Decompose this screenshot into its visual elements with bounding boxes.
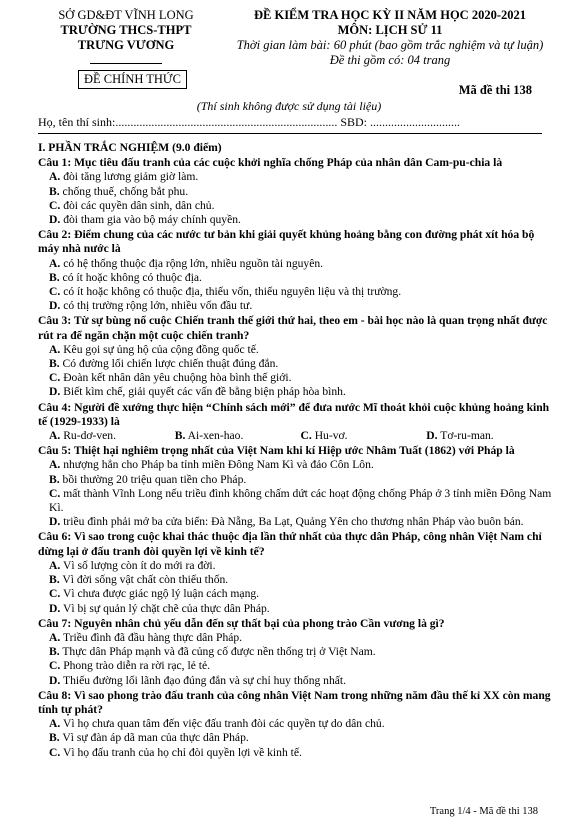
- question-5: [38, 444, 552, 458]
- header-underline: [90, 63, 162, 64]
- option-2b: B. có ít hoặc không có thuộc địa.: [49, 270, 202, 284]
- option-5b: B. bồi thường 20 triệu quan tiền cho Pháp.: [49, 472, 247, 486]
- question-label: Câu 7:: [38, 616, 72, 630]
- school-name-line1: TRƯỜNG THCS-THPT: [60, 23, 192, 37]
- option-8b: B. Vì sự đàn áp dã man của thực dân Pháp.: [49, 731, 249, 745]
- option-7a: A. Triều đình đã đầu hàng thực dân Pháp.: [49, 630, 243, 644]
- exam-time: Thời gian làm bài: 60 phút (bao gồm trắc nghiệm và tự luận): [236, 38, 544, 52]
- option-6b: B. Vì đời sống vật chất còn thiếu thốn.: [49, 573, 229, 587]
- question-label: Câu 4:: [38, 400, 72, 414]
- official-badge: ĐỀ CHÍNH THỨC: [78, 70, 187, 89]
- option-2d: D. có thị trường rộng lớn, nhiều vốn đầu tư.: [49, 299, 253, 313]
- question-4: [38, 401, 552, 429]
- option-2a: A. có hệ thống thuộc địa rộng lớn, nhiều nguồn tài nguyên.: [49, 256, 324, 270]
- option-1d: D. đòi tham gia vào bộ máy chính quyền.: [49, 213, 241, 227]
- option-4d: D. Tơ-ru-man.: [426, 429, 494, 443]
- option-2c: C. có ít hoặc không có thuộc địa, thiếu vốn, thiếu nguyên liệu và thị trường.: [49, 285, 402, 299]
- question-text: Nguyên nhân chủ yếu dẫn đến sự thất bại của phong trào Cần vương là gì?: [71, 616, 445, 630]
- subject: MÔN: LỊCH SỬ 11: [337, 23, 443, 37]
- question-3: [38, 314, 552, 342]
- question-7: [38, 617, 552, 631]
- option-1b: B. chống thuế, chống bắt phu.: [49, 184, 189, 198]
- department-name: SỞ GD&ĐT VĨNH LONG: [58, 8, 194, 22]
- option-3c: C. Đoàn kết nhân dân yêu chuộng hòa bình thế giới.: [49, 371, 292, 385]
- question-label: Câu 2:: [38, 228, 72, 242]
- option-7d: D. Thiếu đường lối lãnh đạo đúng đắn và sự chỉ huy thống nhất.: [49, 673, 347, 687]
- school-name-line2: TRƯNG VƯƠNG: [77, 38, 175, 52]
- option-6d: D. Vì bị sự quản lý chặt chẽ của thực dân Pháp.: [49, 601, 270, 615]
- exam-title: ĐỀ KIỂM TRA HỌC KỲ II NĂM HỌC 2020-2021: [253, 8, 526, 22]
- option-6a: A. Vì số lượng còn ít do mới ra đời.: [49, 558, 216, 572]
- exam-pages: Đề thi gồm có: 04 trang: [329, 53, 451, 67]
- option-5d: D. triều đình phải mở ba cửa biển: Đà Nẵng, Ba Lạt, Quảng Yên cho thương nhân Pháp vào buôn bán.: [49, 515, 524, 529]
- header-left: [40, 8, 212, 68]
- option-1a: A. đòi tăng lương giảm giờ làm.: [49, 170, 199, 184]
- question-text: Vì sao trong cuộc khai thác thuộc địa lần thứ nhất của thực dân Pháp, công nhân Việt Nam chỉ dừng lại ở đấu tranh đòi quyền lợi về kinh tế?: [38, 530, 542, 558]
- option-4b: B. Ai-xen-hao.: [174, 429, 244, 443]
- option-8c: C. Vì họ đấu tranh của họ chỉ đòi quyền lợi về kinh tế.: [49, 745, 302, 759]
- question-label: Câu 6:: [38, 530, 72, 544]
- exam-code: Mã đề thi 138: [458, 83, 532, 97]
- question-text: Mục tiêu đấu tranh của các cuộc khởi nghĩa chống Pháp của nhân dân Cam-pu-chia là: [71, 156, 503, 170]
- option-6c: C. Vì chưa được giác ngộ lý luận cách mạng.: [49, 587, 260, 601]
- option-3d: D. Biết kìm chế, giải quyết các vấn đề bằng biện pháp hòa bình.: [49, 385, 346, 399]
- question-text: Thiệt hại nghiêm trọng nhất của Việt Nam khi kí Hiệp ước Nhâm Tuất (1862) với Pháp là: [71, 444, 515, 458]
- question-text: Từ sự bùng nổ cuộc Chiến tranh thế giới thứ hai, theo em - bài học nào là quan trọng nhất được rút ra để ngăn chặn một cuộc chiến tranh?: [38, 314, 548, 342]
- question-1: [38, 156, 552, 170]
- student-info-line: Họ, tên thí sinh:.......................................................................... SBD: ..............................: [38, 115, 461, 129]
- exam-note: (Thí sinh không được sử dụng tài liệu): [196, 99, 382, 113]
- question-label: Câu 8:: [38, 688, 72, 702]
- exam-content: [38, 141, 552, 760]
- option-4c: C. Hu-vơ.: [300, 429, 348, 443]
- section-title: I. PHẦN TRẮC NGHIỆM (9.0 điểm): [38, 141, 222, 154]
- question-text: Người đề xướng thực hiện “Chính sách mới” để đưa nước Mĩ thoát khỏi cuộc khủng hoảng kinh tế (1929-1933) là: [38, 400, 550, 428]
- option-7c: C. Phong trào diễn ra rời rạc, lẻ tẻ.: [49, 659, 211, 673]
- option-5a: A. nhượng hẳn cho Pháp ba tỉnh miền Đông Nam Kì và đảo Côn Lôn.: [49, 458, 374, 472]
- option-4a: A. Ru-dơ-ven.: [49, 429, 117, 443]
- question-6: [38, 530, 552, 558]
- options-row-4: [38, 429, 552, 443]
- option-7b: B. Thực dân Pháp mạnh và đã củng cố được nền thống trị ở Việt Nam.: [49, 645, 376, 659]
- header-divider: [38, 133, 542, 134]
- question-2: [38, 228, 552, 256]
- question-label: Câu 5:: [38, 444, 72, 458]
- question-8: [38, 689, 552, 717]
- page-footer: Trang 1/4 - Mã đề thi 138: [429, 806, 538, 817]
- option-3a: A. Kêu gọi sự ủng hộ của cộng đồng quốc tế.: [49, 342, 259, 356]
- header-right: [228, 8, 552, 68]
- question-label: Câu 1:: [38, 156, 72, 170]
- question-text: Vì sao phong trào đấu tranh của công nhân Việt Nam trong những năm đầu thế kỉ XX còn mang tính tự phát?: [38, 688, 551, 716]
- option-5c: C. mất thành Vĩnh Long nếu triều đình không chấm dứt các hoạt động chống Pháp ở 3 tỉnh miền Đông Nam Kì.: [49, 486, 552, 515]
- question-label: Câu 3:: [38, 314, 72, 328]
- option-8a: A. Vì họ chưa quan tâm đến việc đấu tranh đòi các quyền tự do dân chủ.: [49, 717, 385, 731]
- option-3b: B. Có đường lối chiến lược chiến thuật đúng đắn.: [49, 357, 279, 371]
- question-text: Điểm chung của các nước tư bản khi giải quyết khủng hoảng bằng con đường phát xít hóa bộ máy nhà nước là: [38, 228, 535, 256]
- option-1c: C. đòi các quyền dân sinh, dân chủ.: [49, 198, 215, 212]
